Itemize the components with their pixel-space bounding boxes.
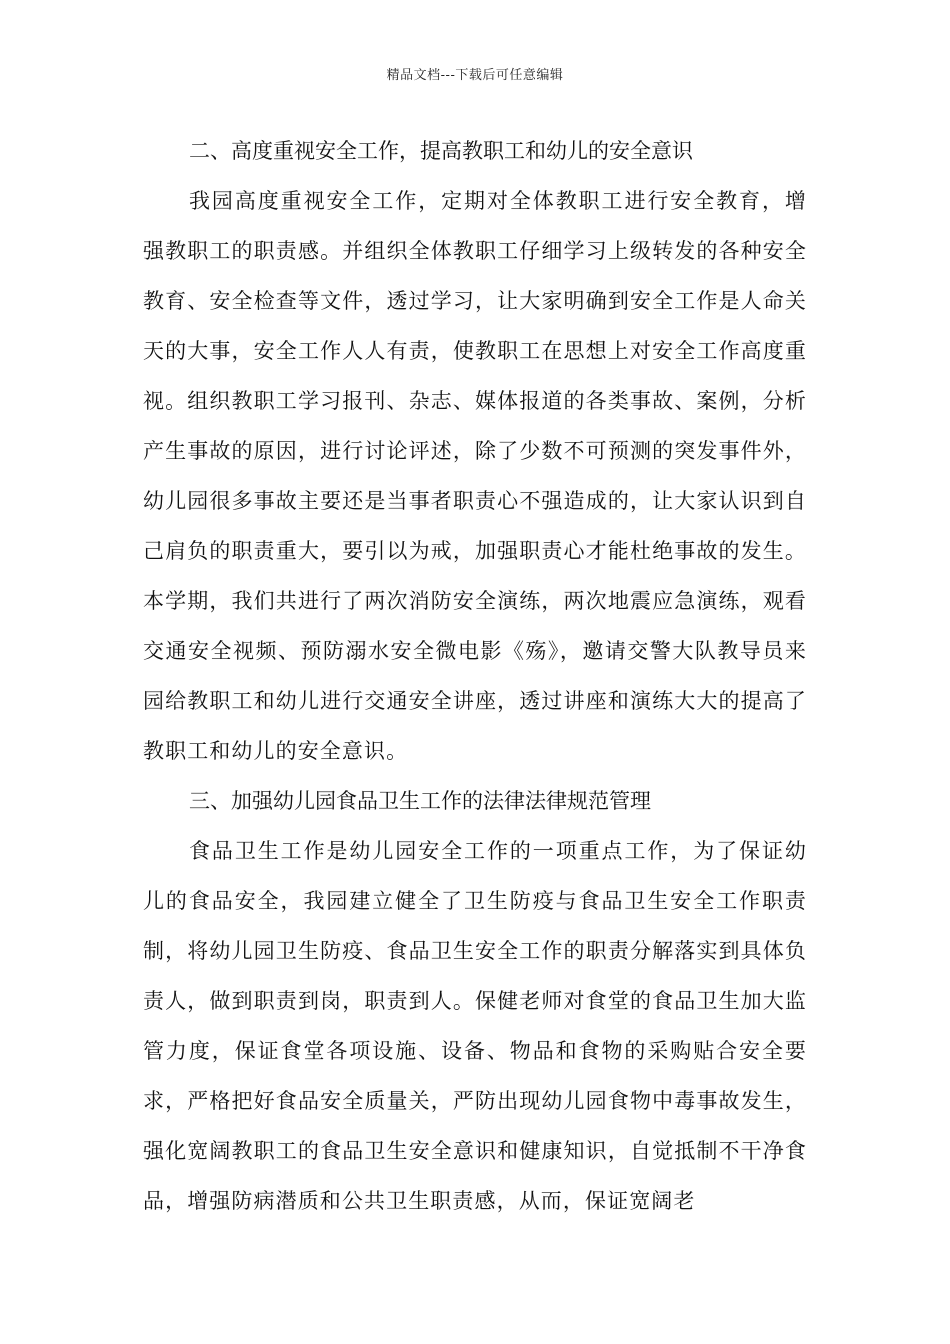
document-body	[143, 126, 807, 1226]
section-paragraph-safety-awareness: 我园高度重视安全工作，定期对全体教职工进行安全教育，增强教职工的职责感。并组织全体教职工仔细学习上级转发的各种安全教育、安全检查等文件，透过学习，让大家明确到安全工作是人命关天的大事，安全工作人人有责，使教职工在思想上对安全工作高度重视。组织教职工学习报刊、杂志、媒体报道的各类事故、案例，分析产生事故的原因，进行讨论评述，除了少数不可预测的突发事件外，幼儿园很多事故主要还是当事者职责心不强造成的，让大家认识到自己肩负的职责重大，要引以为戒，加强职责心才能杜绝事故的发生。本学期，我们共进行了两次消防安全演练，两次地震应急演练，观看交通安全视频、预防溺水安全微电影《殇》，邀请交警大队教导员来园给教职工和幼儿进行交通安全讲座，透过讲座和演练大大的提高了教职工和幼儿的安全意识。	[143, 189, 807, 763]
section-paragraph-food-hygiene: 食品卫生工作是幼儿园安全工作的一项重点工作，为了保证幼儿的食品安全，我园建立健全了卫生防疫与食品卫生安全工作职责制，将幼儿园卫生防疫、食品卫生安全工作的职责分解落实到具体负责人，做到职责到岗，职责到人。保健老师对食堂的食品卫生加大监管力度，保证食堂各项设施、设备、物品和食物的采购贴合安全要求，严格把好食品安全质量关，严防出现幼儿园食物中毒事故发生，强化宽阔教职工的食品卫生安全意识和健康知识，自觉抵制不干净食品，增强防病潜质和公共卫生职责感，从而，保证宽阔老	[143, 839, 807, 1213]
section-heading-safety-awareness: 二、高度重视安全工作，提高教职工和幼儿的安全意识	[189, 139, 693, 163]
header-note: 精品文档---下载后可任意编辑	[386, 68, 564, 83]
section-heading-food-hygiene: 三、加强幼儿园食品卫生工作的法律法律规范管理	[189, 789, 651, 813]
